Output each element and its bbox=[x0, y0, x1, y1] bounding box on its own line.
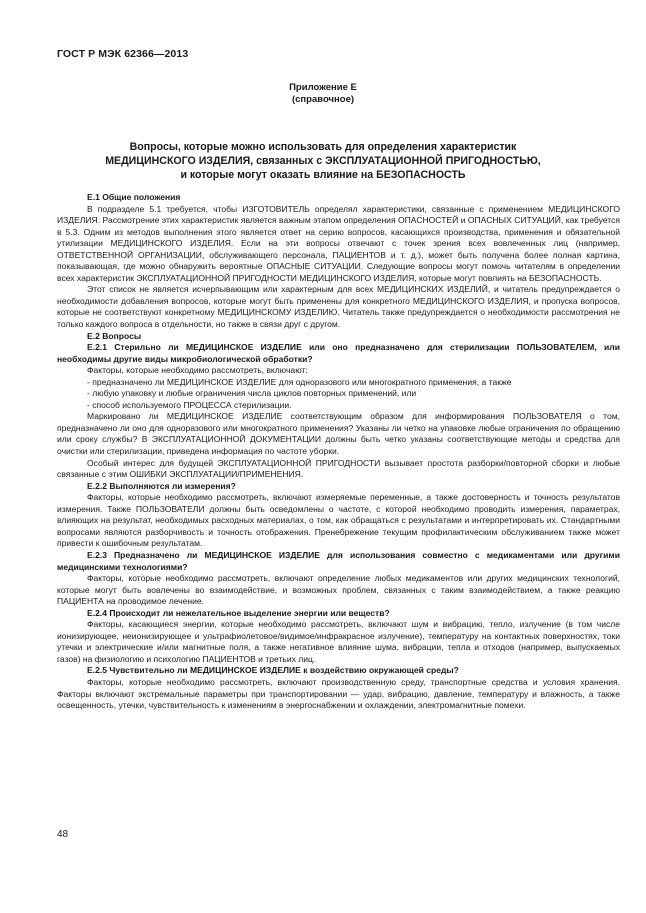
paragraph: Факторы, которые необходимо рассмотреть, включают производственную среду, транспортные средства и условия хранения. Факторы включают экстремальные параметры при транспортировании — удар, вибрацию, давление, температуру и влажность, а также освещенность, утечки, чувствительность к изменениям в энергоснабжении и охлаждении, электромагнитные помехи. bbox=[57, 676, 620, 711]
title-line: и которые могут оказать влияние на БЕЗОПАСНОСТЬ bbox=[180, 169, 466, 181]
section-heading-e2: Е.2 Вопросы bbox=[87, 330, 142, 341]
question-heading: Е.2.4 Происходит ли нежелательное выделение энергии или веществ? bbox=[87, 607, 390, 618]
paragraph: Факторы, которые необходимо рассмотреть, включают: bbox=[87, 365, 308, 376]
page-number: 48 bbox=[57, 829, 69, 840]
annex-note: (справочное) bbox=[291, 94, 355, 105]
paragraph: Маркировано ли МЕДИЦИНСКОЕ ИЗДЕЛИЕ соответствующим образом для информирования ПОЛЬЗОВАТЕЛЯ о том, предназначено ли оно для одноразового или многократного применения? Указаны ли четко на упаковке любые ограничения по обращению или сроку службы? В ЭКСПЛУАТАЦИОННОЙ ДОКУМЕНТАЦИИ должны быть четко указаны соответствующие методы и средства для очистки или стерилизации, приведена информация по частоте уборки. bbox=[57, 411, 620, 457]
paragraph: Факторы, которые необходимо рассмотреть, включают определение любых медикаментов или других медицинских технологий, которые могут быть вовлечены во взаимодействие, и возможных проблем, связанных с таким взаимодействием, а также реакцию ПАЦИЕНТА на проводимое лечение. bbox=[57, 573, 620, 607]
paragraph: Факторы, касающиеся энергии, которые необходимо рассмотреть, включают шум и вибрацию, тепло, излучение (в том числе ионизирующее, неионизирующее и ультрафиолетовое/видимое/инфракрасное излучение), температуру на контактных поверхностях, токи утечки и электрические и/или магнитные поля, а также негативное влияние шума, вибрации, тепла и отходов (например, выпускаемых газов) на физиологию и психологию ПАЦИЕНТОВ и третьих лиц. bbox=[57, 619, 620, 664]
paragraph: Факторы, которые необходимо рассмотреть, включают измеряемые переменные, а также достоверность и точность результатов измерения. Также ПОЛЬЗОВАТЕЛИ должны быть осведомлены о частоте, с которой необходимо проводить измерения, параметрах, влияющих на результат, необходимых расходных материалах, о том, как обращаться с результатами и интерпретировать их. Стандартными вопросами являются разборчивость и точность отображения. Пренебрежение текущим профилактическим обслуживанием также может привести к ошибочным результатам. bbox=[57, 492, 620, 549]
standard-header: ГОСТ Р МЭК 62366—2013 bbox=[57, 48, 189, 60]
paragraph: Особый интерес для будущей ЭКСПЛУАТАЦИОННОЙ ПРИГОДНОСТИ вызывает простота разборки/повторной сборки и любые связанные с этим ОШИБКИ ЭКСПЛУАТАЦИИ/ПРИМЕНЕНИЯ. bbox=[57, 457, 620, 480]
list-item: - любую упаковку и любые ограничения числа циклов повторных применений, или bbox=[87, 388, 417, 399]
paragraph: Этот список не является исчерпывающим или характерным для всех МЕДИЦИНСКИХ ИЗДЕЛИЙ, и читатель предупреждается о необходимости добавления вопросов, которые могут быть применены для конкретного МЕДИЦИНСКОГО ИЗДЕЛИЯ, и пропуска вопросов, которые не соответствуют конкретному МЕДИЦИНСКОМУ ИЗДЕЛИЮ. Читатель также предупреждается о необходимости рассмотрения не только каждого вопроса в отдельности, но также в связи друг с другом. bbox=[57, 284, 620, 330]
question-heading: Е.2.1 Стерильно ли МЕДИЦИНСКОЕ ИЗДЕЛИЕ или оно предназначено для стерилизации ПОЛЬЗОВАТЕЛЕМ, или необходимы другие виды микробиологической обработки? bbox=[57, 342, 620, 364]
question-heading: Е.2.5 Чувствительно ли МЕДИЦИНСКОЕ ИЗДЕЛИЕ к воздействию окружающей среды? bbox=[87, 665, 459, 676]
section-heading-e1: Е.1 Общие положения bbox=[87, 192, 181, 202]
title-line: МЕДИЦИНСКОГО ИЗДЕЛИЯ, связанных с ЭКСПЛУАТАЦИОННОЙ ПРИГОДНОСТЬЮ, bbox=[105, 155, 541, 167]
document-body bbox=[57, 192, 620, 712]
title-line: Вопросы, которые можно использовать для определения характеристик bbox=[129, 141, 517, 153]
question-heading: Е.2.3 Предназначено ли МЕДИЦИНСКОЕ ИЗДЕЛИЕ для использования совместно с медикаментами или другими медицинскими технологиями? bbox=[57, 549, 620, 572]
annex-title: Приложение Е bbox=[289, 82, 357, 93]
list-item: - предназначено ли МЕДИЦИНСКОЕ ИЗДЕЛИЕ для одноразового или многократного применения, а также bbox=[87, 376, 512, 387]
document-title bbox=[0, 140, 646, 182]
question-heading: Е.2.2 Выполняются ли измерения? bbox=[87, 480, 236, 491]
paragraph: В подразделе 5.1 требуется, чтобы ИЗГОТОВИТЕЛЬ определял характеристики, связанные с применением МЕДИЦИНСКОГО ИЗДЕЛИЯ. Рассмотрение этих характеристик является важным этапом определения ОПАСНОСТЕЙ и ОПАСНЫХ СИТУАЦИЙ, как требуется в 5.3. Одним из методов выполнения этого является ответ на серию вопросов, касающихся производства, применения и обязательной утилизации МЕДИЦИНСКОГО ИЗДЕЛИЯ. Если на эти вопросы отвечают с точек зрения всех вовлеченных лиц (например, ОТВЕТСТВЕННОЙ ОРГАНИЗАЦИИ, обслуживающего персонала, ПАЦИЕНТОВ и т. д.), может быть получена более полная картина, показывающая, где можно обнаружить вероятные ОПАСНЫЕ СИТУАЦИИ. Следующие вопросы могут помочь читателям в определении всех характеристик ЭКСПЛУАТАЦИОННОЙ ПРИГОДНОСТИ МЕДИЦИНСКОГО ИЗДЕЛИЯ, которые могут повлиять на БЕЗОПАСНОСТЬ. bbox=[57, 203, 620, 283]
list-item: - способ используемого ПРОЦЕССА стерилизации. bbox=[87, 399, 292, 410]
